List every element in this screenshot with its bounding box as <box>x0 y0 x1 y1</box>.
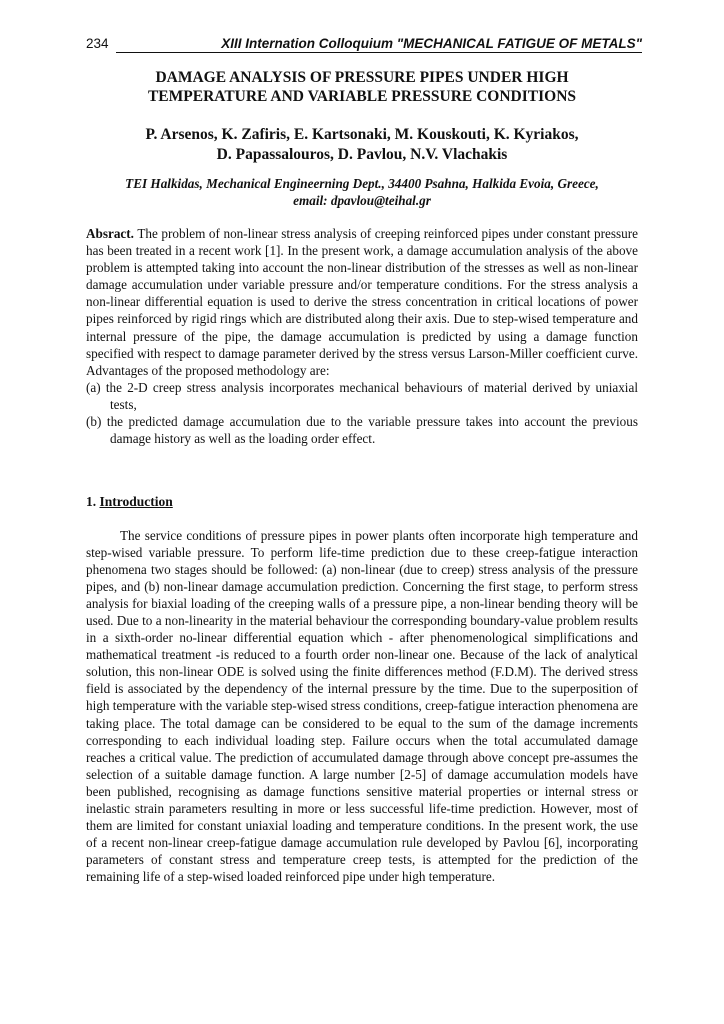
affiliation <box>86 175 638 209</box>
abstract-label: Absract. <box>86 226 134 241</box>
paper-title-line: DAMAGE ANALYSIS OF PRESSURE PIPES UNDER HIGH <box>155 69 569 86</box>
email-line: email: dpavlou@teihal.gr <box>293 193 431 208</box>
running-header <box>86 36 642 53</box>
section-number: 1. <box>86 494 97 509</box>
author-line: P. Arsenos, K. Zafiris, E. Kartsonaki, M. Kouskouti, K. Kyriakos, <box>145 126 579 143</box>
introduction-paragraph: The service conditions of pressure pipes in power plants often incorporate high temperature and step-wised variable pressure. To perform life-time prediction due to these creep-fatigue interaction phenomena two stages should be followed: (a) non-linear (due to creep) stress analysis of the pressure pipes, and (b) non-linear damage accumulation prediction. Concerning the first stage, to perform stress analysis for biaxial loading of the creeping walls of a pressure pipe, a non-linear bending theory will be used. Due to a non-linearity in the material behaviour the corresponding boundary-value problem results in a sixth-order no-linear differential equation which - after phenomenological simplifications and mathematical treatment -is reduced to a fourth order non-linear one. Because of the lack of analytical solution, this non-linear ODE is solved using the finite differences method (F.D.M). The derived stress field is associated by the dependency of the internal pressure by the time. Due to the superposition of high temperature with the variable step-wised stress conditions, creep-fatigue interaction phenomena are taking place. The total damage can be considered to be equal to the sum of the damage increments corresponding to each individual loading step. Failure occurs when the total accumulated damage reaches a critical value. The prediction of accumulated damage through above concept pre-assumes the selection of a suitable damage function. A large number [2-5] of damage accumulation models have been published, recognising as damage functions sensitive material properties or internal stress or inelastic strain parameters resulting in more or less successful life-time prediction. However, most of them are limited for constant uniaxial loading and temperature conditions. In the present work, the use of a recent non-linear creep-fatigue damage accumulation rule developed by Pavlou [6], incorporating parameters of constant stress and temperature creep tests, is attempted for the prediction of the remaining life of a step-wised loaded reinforced pipe under high temperature. <box>86 528 638 884</box>
paper-title <box>86 68 638 106</box>
page-number: 234 <box>86 36 109 51</box>
section-title: Introduction <box>99 494 173 509</box>
author-list <box>86 125 638 165</box>
abstract <box>86 225 638 447</box>
abstract-text: The problem of non-linear stress analysis of creeping reinforced pipes under constant pressure has been treated in a recent work [1]. In the present work, a damage accumulation analysis of the above problem is attempted taking into account the non-linear distribution of the stresses as well as non-linear damage accumulation under variable pressure and/or temperature conditions. For the stress analysis a non-linear differential equation is used to derive the stress concentration in critical locations of power pipes reinforced by rigid rings which are distributed along their axis. Due to step-wised temperature and internal pressure of the pipe, the damage accumulation is predicted by using a damage function specified with respect to damage parameter derived by the stress versus Larson-Miller coefficient curve. Advantages of the proposed methodology are: <box>86 226 638 378</box>
introduction-body <box>86 527 638 885</box>
abstract-paragraph <box>86 225 638 379</box>
abstract-list-item: (b) the predicted damage accumulation due to the variable pressure takes into account the previous damage history as well as the loading order effect. <box>86 414 638 447</box>
affiliation-line: TEI Halkidas, Mechanical Engineerning Dept., 34400 Psahna, Halkida Evoia, Greece, <box>125 176 599 191</box>
abstract-list-item: (a) the 2-D creep stress analysis incorporates mechanical behaviours of material derived by uniaxial tests, <box>86 379 638 412</box>
running-title: XIII Internation Colloquium "MECHANICAL FATIGUE OF METALS" <box>116 36 642 53</box>
author-line: D. Papassalouros, D. Pavlou, N.V. Vlachakis <box>216 146 508 163</box>
paper-title-line: TEMPERATURE AND VARIABLE PRESSURE CONDITIONS <box>147 88 577 105</box>
section-heading <box>86 493 173 510</box>
